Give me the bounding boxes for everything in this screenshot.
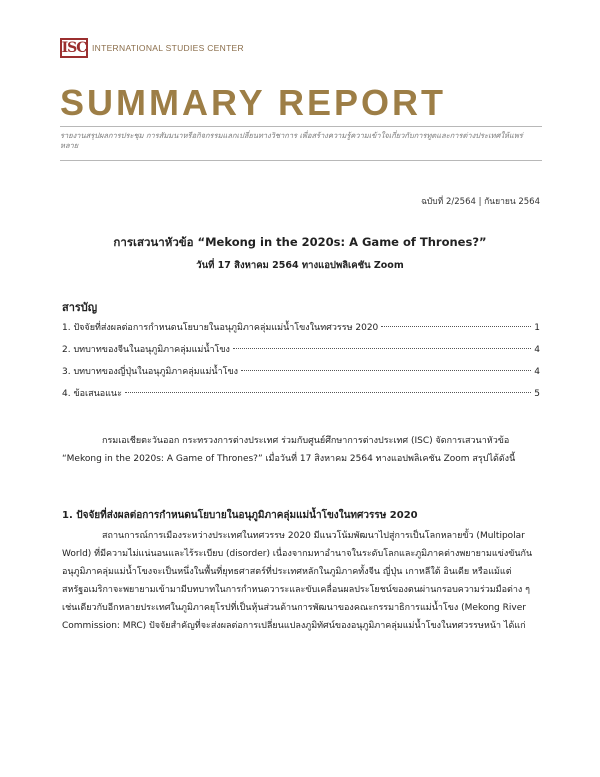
toc-leader [381,326,531,327]
intro-paragraph: กรมเอเชียตะวันออก กระทรวงการต่างประเทศ ร่วมกับศูนย์ศึกษาการต่างประเทศ (ISC) จัดการเสวนาหัวข้อ “Mekong in the 2020s: A Game of Thrones?” เมื่อวันที่ 17 สิงหาคม 2564 ทางแอปพลิเคชัน Zoom สรุปได้ดังนี้ [62,436,516,464]
title-divider [60,126,542,127]
toc-leader [241,370,531,371]
event-date: วันที่ 17 สิงหาคม 2564 ทางแอปพลิเคชัน Zoom [196,260,404,271]
isc-logo: ISC [61,40,87,56]
section-1-heading: 1. ปัจจัยที่ส่งผลต่อการกำหนดนโยบายในอนุภูมิภาคลุ่มแม่น้ำโขงในทศวรรษ 2020 [62,510,418,521]
toc-item[interactable] [62,386,540,400]
toc-item-label: 3. บทบาทของญี่ปุ่นในอนุภูมิภาคลุ่มแม่น้ำโขง [62,367,239,377]
issue-info: ฉบับที่ 2/2564 | กันยายน 2564 [421,197,540,207]
org-name: INTERNATIONAL STUDIES CENTER [92,43,244,53]
toc-item-label: 4. ข้อเสนอแนะ [62,389,122,399]
header-logo [60,38,244,58]
toc-item[interactable] [62,364,540,378]
topic-title: การเสวนาหัวข้อ “Mekong in the 2020s: A Game of Thrones?” [113,235,487,249]
toc-item-page: 4 [534,345,540,355]
toc-item-label: 1. ปัจจัยที่ส่งผลต่อการกำหนดนโยบายในอนุภูมิภาคลุ่มแม่น้ำโขงในทศวรรษ 2020 [62,323,379,333]
report-title: SUMMARY REPORT [60,82,447,123]
toc-item-label: 2. บทบาทของจีนในอนุภูมิภาคลุ่มแม่น้ำโขง [62,345,230,355]
report-subtitle: รายงานสรุปผลการประชุม การสัมมนาหรือกิจกรรมแลกเปลี่ยนทางวิชาการ เพื่อสร้างความรู้ความเข้าใจเกี่ยวกับการทูตและการต่างประเทศให้แพร่หลาย [60,131,523,150]
toc-item-page: 1 [534,323,540,333]
toc-item-page: 5 [534,389,540,399]
subtitle-divider [60,160,542,161]
toc-item-page: 4 [534,367,540,377]
toc-leader [125,392,531,393]
toc-title: สารบัญ [62,301,98,314]
toc-leader [233,348,531,349]
toc-item[interactable] [62,320,540,334]
toc-item[interactable] [62,342,540,356]
section-1-body: สถานการณ์การเมืองระหว่างประเทศในทศวรรษ 2020 มีแนวโน้มพัฒนาไปสู่การเป็นโลกหลายขั้ว (Multipolar World) ที่มีความไม่แน่นอนและไร้ระเบียบ (disorder) เนื่องจากมหาอำนาจในระดับโลกและภูมิภาคต่างพยายามแข่งขันกัน อนุภูมิภาคลุ่มแม่น้ำโขงจะเป็นหนึ่งในพื้นที่ยุทธศาสตร์ที่ประเทศหลักในภูมิภาคทั้งจีน ญี่ปุ่น เกาหลีใต้ อินเดีย หรือแม้แต่สหรัฐอเมริกาจะพยายามเข้ามามีบทบาทในการกำหนดวาระและขับเคลื่อนผลประโยชน์ของตนผ่านกรอบความร่วมมือต่าง ๆ เช่นเดียวกับอีกหลายประเทศในภูมิภาคยุโรปที่เป็นหุ้นส่วนด้านการพัฒนาของคณะกรรมาธิการแม่น้ำโขง (Mekong River Commission: MRC) ปัจจัยสำคัญที่จะส่งผลต่อการเปลี่ยนแปลงภูมิทัศน์ของอนุภูมิภาคลุ่มแม่น้ำโขงในทศวรรษหน้า ได้แก่ [62,531,533,631]
